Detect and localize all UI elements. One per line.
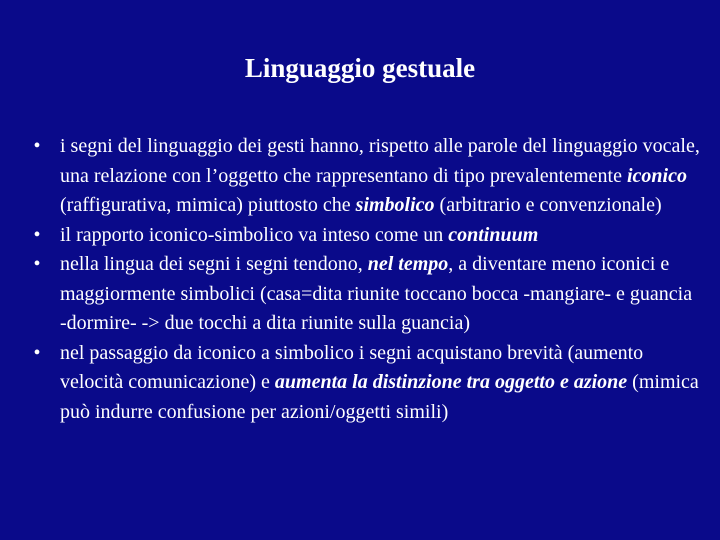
emphasis-continuum: continuum [448,223,539,246]
bullet-item-4 [30,339,700,428]
bullet-text: nel passaggio da iconico a simbolico i segni acquistano brevità (aumento velocità comunicazione) e aumenta la distinzione tra oggetto e azione (mimica può indurre confusione per azioni/oggetti simili) [60,341,699,423]
emphasis-simbolico: simbolico [355,194,435,216]
bullet-text: i segni del linguaggio dei gesti hanno, rispetto alle parole del linguaggio vocale, una relazione con l’oggetto che rappresentano di tipo prevalentemente iconico (raffigurativa, mimica) piuttosto che simbolico (arbitrario e convenzionale) [60,135,700,216]
bullet-icon: • [33,135,41,157]
bullet-item-1 [30,132,700,221]
bullet-icon: • [33,223,41,246]
bullet-text: il rapporto iconico-simbolico va inteso come un continuum [60,223,539,246]
emphasis-distinzione: aumenta la distinzione tra oggetto e azione [274,371,628,393]
emphasis-iconico: iconico [626,164,687,187]
emphasis-nel-tempo: nel tempo [367,253,449,275]
slide-title: Linguaggio gestuale [244,53,476,83]
bullet-item-2 [30,221,700,251]
bullet-list [30,132,700,427]
bullet-icon: • [33,341,41,364]
bullet-icon: • [33,253,41,275]
bullet-item-3 [30,250,700,339]
bullet-text: nella lingua dei segni i segni tendono, nel tempo, a diventare meno iconici e maggiormente simbolici (casa=dita riunite toccano bocca -mangiare- e guancia -dormire- -> due tocchi a dita riunite sulla guancia) [60,253,693,334]
